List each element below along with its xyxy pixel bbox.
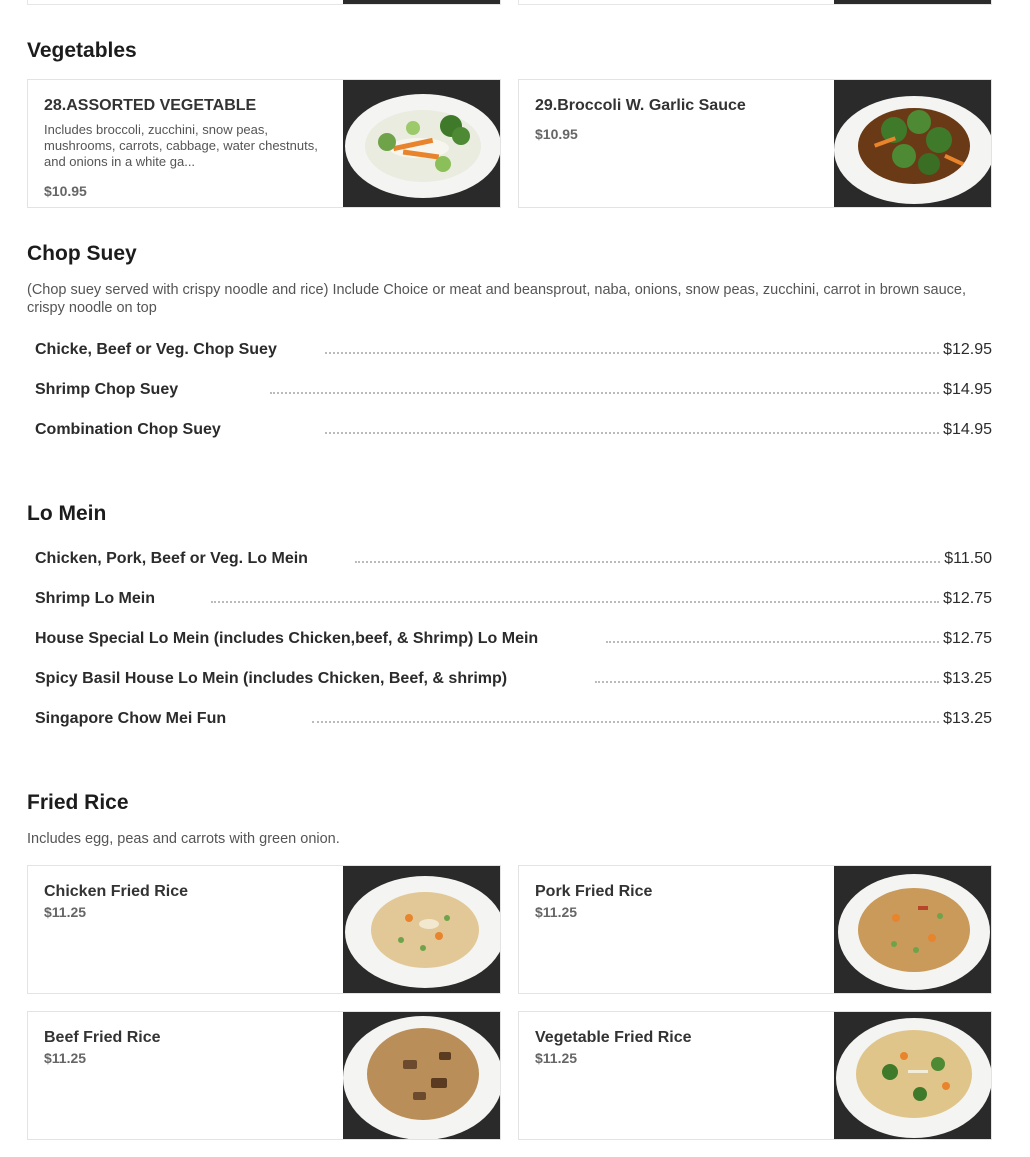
item-name: Beef Fried Rice (44, 1029, 161, 1046)
item-name: Shrimp Chop Suey (35, 381, 179, 398)
item-price: $11.25 (44, 904, 87, 920)
item-price: $12.95 (943, 341, 992, 358)
menu-item-card-pork-fried-rice[interactable] (518, 865, 992, 994)
menu-row[interactable] (35, 341, 992, 363)
menu-row[interactable] (35, 550, 992, 572)
section-title-lo-mein: Lo Mein (27, 502, 107, 525)
item-price: $12.75 (943, 590, 992, 607)
food-photo-icon (834, 0, 991, 4)
item-price: $11.25 (535, 1050, 578, 1066)
dot-leader (211, 591, 939, 603)
item-name: Combination Chop Suey (35, 421, 221, 438)
menu-row[interactable] (35, 670, 992, 692)
menu-item-card[interactable] (27, 0, 501, 5)
item-price: $13.25 (943, 710, 992, 727)
dot-leader (595, 671, 939, 683)
item-price: $11.25 (44, 1050, 87, 1066)
section-description: Includes egg, peas and carrots with green onion. (27, 831, 340, 847)
item-price: $14.95 (943, 421, 992, 438)
item-price: $11.25 (535, 904, 578, 920)
food-photo-icon (343, 1012, 500, 1140)
item-name: 28.ASSORTED VEGETABLE (44, 97, 257, 114)
menu-row[interactable] (35, 630, 992, 652)
dot-leader (355, 551, 940, 563)
item-name: Spicy Basil House Lo Mein (includes Chicken, Beef, & shrimp) (35, 670, 508, 687)
item-price: $10.95 (535, 126, 578, 142)
menu-item-card-chicken-fried-rice[interactable] (27, 865, 501, 994)
item-price: $11.50 (944, 550, 992, 567)
section-description: (Chop suey served with crispy noodle and rice) Include Choice or meat and beansprout, naba, onions, snow peas, zucchini, carrot in brown sauce, crispy noodle on top (27, 282, 966, 316)
dot-leader (325, 422, 939, 434)
item-name: Chicken Fried Rice (44, 883, 189, 900)
previous-section-cards (27, 0, 992, 6)
item-name: Pork Fried Rice (535, 883, 653, 900)
item-price: $13.25 (943, 670, 992, 687)
menu-item-card-broccoli-garlic[interactable] (518, 79, 992, 208)
dot-leader (325, 342, 939, 354)
menu-row[interactable] (35, 590, 992, 612)
item-price: $12.75 (943, 630, 992, 647)
dot-leader (606, 631, 939, 643)
menu-item-card-beef-fried-rice[interactable] (27, 1011, 501, 1140)
food-photo-icon (343, 80, 500, 208)
food-photo-icon (343, 866, 500, 994)
dot-leader (270, 382, 939, 394)
item-name: Shrimp Lo Mein (35, 590, 155, 607)
item-name: Chicken, Pork, Beef or Veg. Lo Mein (35, 550, 308, 567)
item-name: Singapore Chow Mei Fun (35, 710, 227, 727)
section-title-fried-rice: Fried Rice (27, 791, 129, 814)
item-description: Includes broccoli, zucchini, snow peas, mushrooms, carrots, cabbage, water chestnuts, and onions in a white ga... (44, 122, 318, 169)
food-photo-icon (343, 0, 500, 4)
item-name: Chicke, Beef or Veg. Chop Suey (35, 341, 277, 358)
menu-item-card-vegetable-fried-rice[interactable] (518, 1011, 992, 1140)
item-name: Vegetable Fried Rice (535, 1029, 692, 1046)
section-title-chop-suey: Chop Suey (27, 242, 137, 265)
food-photo-icon (834, 1012, 991, 1140)
menu-row[interactable] (35, 421, 992, 443)
menu-row[interactable] (35, 381, 992, 403)
menu-row[interactable] (35, 710, 992, 732)
section-title-vegetables: Vegetables (27, 39, 137, 62)
item-price: $14.95 (943, 381, 992, 398)
food-photo-icon (834, 80, 991, 208)
food-photo-icon (834, 866, 991, 994)
item-name: House Special Lo Mein (includes Chicken,beef, & Shrimp) Lo Mein (35, 630, 539, 647)
menu-item-card[interactable] (518, 0, 992, 5)
dot-leader (312, 711, 939, 723)
item-name: 29.Broccoli W. Garlic Sauce (535, 97, 746, 114)
item-price: $10.95 (44, 183, 87, 199)
menu-item-card-assorted-vegetable[interactable] (27, 79, 501, 208)
